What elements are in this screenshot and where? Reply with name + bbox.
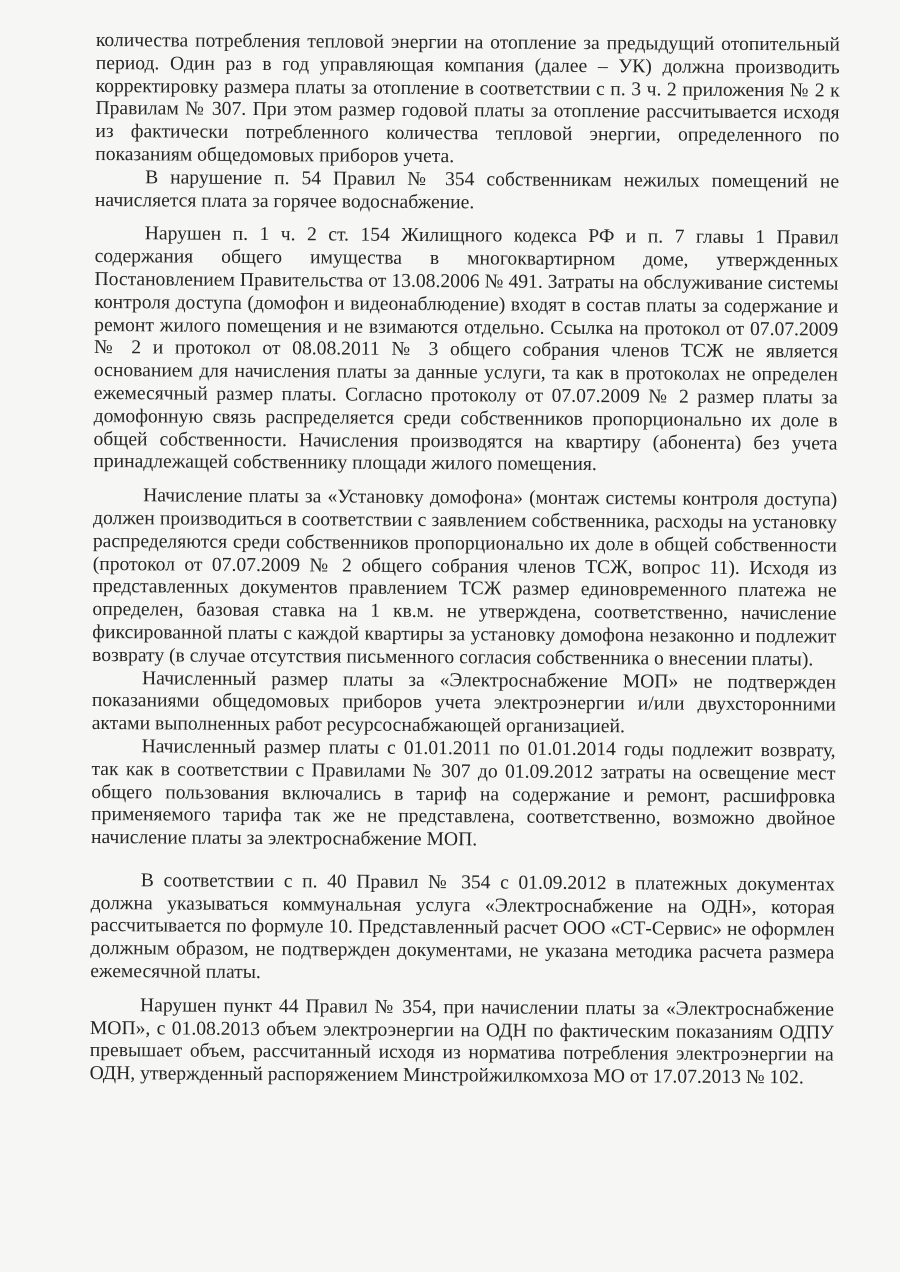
paragraph-electricity-odn: В соответствии с п. 40 Правил № 354 с 01.09.2012 в платежных документах должна указываться коммунальная услуга «Электроснабжение на ОДН», которая рассчитывается по формуле 10. Представленный расчет ООО «СТ-Сервис» не оформлен должным образом, не подтвержден документами, не указана методика расчета размера ежемесячной платы. xyxy=(90,870,835,984)
paragraph-refund-period: Начисленный размер платы с 01.01.2011 по 01.01.2014 годы подлежит возврату, так как в соответствии с Правилами № 307 до 01.09.2012 затраты на освещение мест общего пользования включались в тариф на содержание и ремонт, расшифровка применяемого тарифа так же не представлена, соответственно, возможно двойное начисление платы за электроснабжение МОП. xyxy=(91,736,836,851)
paragraph-hot-water: В нарушение п. 54 Правил № 354 собственникам нежилых помещений не начисляется плата за горячее водоснабжение. xyxy=(94,167,840,213)
paragraph-intercom-install: Начисление платы за «Установку домофона» (монтаж системы контроля доступа) должен производиться в соответствии с заявлением собственника, расходы на установку распределяются среди собственников пропорционально их доле в общей собственности (протокол от 07.07.2009 № 2 общего собрания членов ТСЖ, вопрос 11). Исходя из представленных документов правлением ТСЖ размер единовременного платежа не определен, базовая ставка на 1 кв.м. не утверждена, соответственно, начисление фиксированной платы с каждой квартиры за установку домофона незаконно и подлежит возврату (в случае отсутствия письменного согласия собственника о внесении платы). xyxy=(92,485,838,671)
paragraph-rule-44: Нарушен пункт 44 Правил № 354, при начислении платы за «Электроснабжение МОП», с 01.08.2013 объем электроэнергии на ОДН по фактическим показаниям ОДПУ превышает объем, рассчитанный исходя из норматива потребления электроэнергии на ОДН, утвержденный распоряжением Минстройжилкомхоза МО от 17.07.2013 № 102. xyxy=(89,995,835,1089)
paragraph-access-control: Нарушен п. 1 ч. 2 ст. 154 Жилищного кодекса РФ и п. 7 главы 1 Правил содержания общего имущества в многоквартирном доме, утвержденных Постановлением Правительства от 13.08.2006 № 491. Затраты на обслуживание системы контроля доступа (домофон и видеонаблюдение) входят в состав платы за содержание и ремонт жилого помещения и не взимаются отдельно. Ссылка на протокол от 07.07.2009 № 2 и протокол от 08.08.2011 № 3 общего собрания членов ТСЖ не является основанием для начисления платы за данные услуги, та как в протоколах не определен ежемесячный размер платы. Согласно протоколу от 07.07.2009 № 2 размер платы за домофонную связь распределяется среди собственников пропорционально их доле в общей собственности. Начисления производятся на квартиру (абонента) без учета принадлежащей собственнику площади жилого помещения. xyxy=(93,223,839,476)
paragraph-electricity-mop: Начисленный размер платы за «Электроснабжение МОП» не подтвержден показаниями общедомовых приборов учета электроэнергии и/или двухсторонними актами выполненных работ ресурсоснабжающей организацией. xyxy=(91,667,837,738)
paragraph-heating-correction: количества потребления тепловой энергии на отопление за предыдущий отопительный период. Один раз в год управляющая компания (далее – УК) должна производить корректировку размера платы за отопление в соответствии с п. 3 ч. 2 приложения № 2 к Правилам № 307. При этом размер годовой платы за отопление рассчитывается исходя из фактически потребленного количества тепловой энергии, определенного по показаниям общедомовых приборов учета. xyxy=(95,30,840,168)
document-body xyxy=(90,30,840,1091)
